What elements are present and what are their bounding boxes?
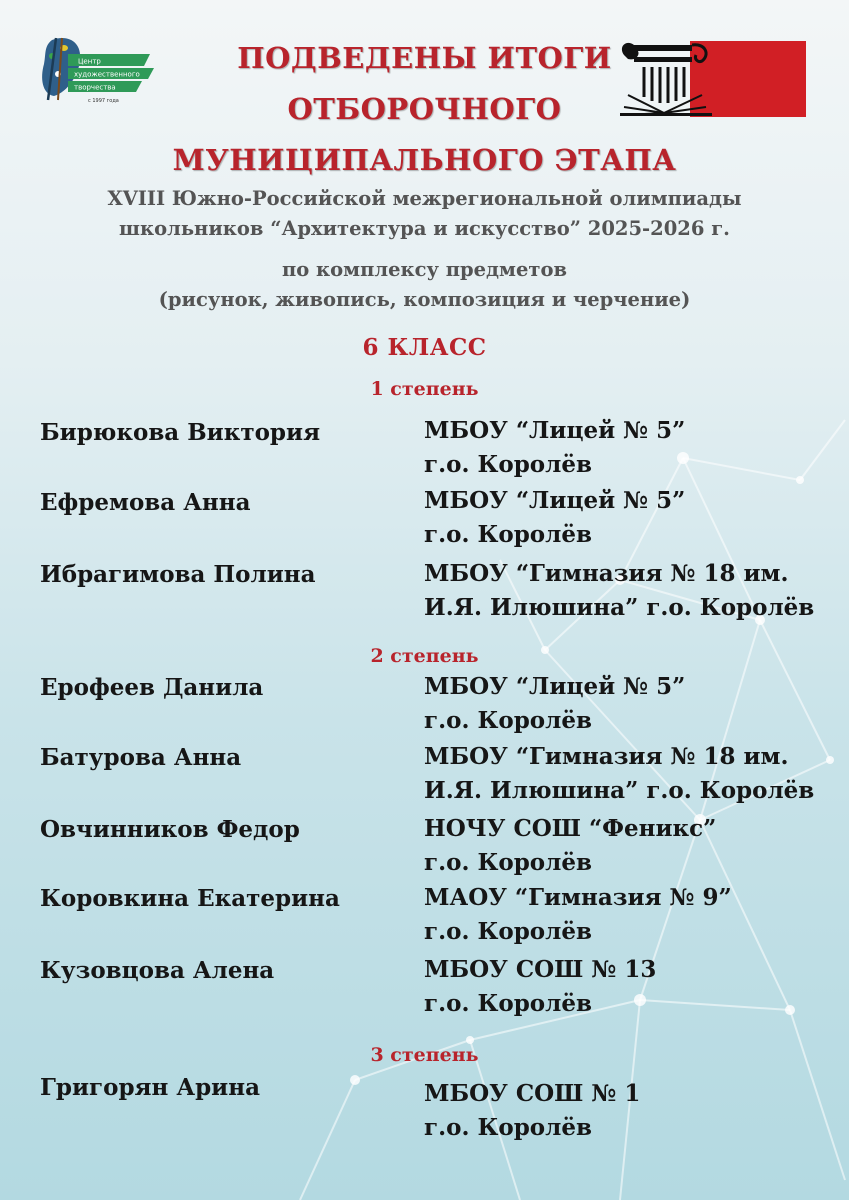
subtitle-line-2: школьников “Архитектура и искусство” 2025-2026 г. [119, 217, 730, 240]
participant-school [424, 740, 844, 808]
participant-school [424, 1077, 844, 1145]
school-line-2: г.о. Королёв [424, 1114, 592, 1141]
degree-2-heading: 2 степень [370, 645, 479, 667]
school-line-2: г.о. Королёв [424, 918, 592, 945]
school-line-2: г.о. Королёв [424, 707, 592, 734]
subtitle-olympiad [20, 184, 829, 244]
subtitle-line-1: XVIII Южно-Российской межрегиональной олимпиады [107, 187, 742, 210]
school-line-1: МБОУ СОШ № 13 [424, 956, 657, 983]
school-line-2: г.о. Королёв [424, 990, 592, 1017]
logo-text-center: Центр [78, 57, 101, 66]
participant-name: Кузовцова Алена [40, 957, 275, 984]
school-line-2: г.о. Королёв [424, 849, 592, 876]
subtitle-subjects [20, 255, 829, 315]
logo-text-since: с 1997 года [88, 98, 119, 104]
class-heading: 6 КЛАСС [362, 334, 487, 361]
school-line-1: МБОУ “Лицей № 5” [424, 487, 686, 514]
school-line-1: МБОУ “Лицей № 5” [424, 673, 686, 700]
participant-name: Ерофеев Данила [40, 674, 264, 701]
school-line-1: МБОУ СОШ № 1 [424, 1080, 641, 1107]
participant-name: Батурова Анна [40, 744, 242, 771]
degree-1-heading: 1 степень [370, 378, 479, 400]
school-line-2: г.о. Королёв [424, 521, 592, 548]
participant-school [424, 414, 844, 482]
school-line-2: И.Я. Илюшина” г.о. Королёв [424, 594, 815, 621]
logo-text-creativity: творчества [74, 83, 116, 92]
participant-school [424, 812, 844, 880]
page-title [120, 33, 729, 186]
school-line-1: НОЧУ СОШ “Феникс” [424, 815, 717, 842]
participant-name: Овчинников Федор [40, 816, 300, 843]
degree-3-heading: 3 степень [370, 1044, 479, 1066]
school-line-2: г.о. Королёв [424, 451, 592, 478]
subtitle-line-4: (рисунок, живопись, композиция и черчение) [158, 288, 691, 311]
participant-name: Коровкина Екатерина [40, 885, 340, 912]
participant-school [424, 881, 844, 949]
school-line-1: МБОУ “Гимназия № 18 им. [424, 743, 789, 770]
participant-name: Григорян Арина [40, 1074, 260, 1101]
participant-school [424, 484, 844, 552]
title-line-3: МУНИЦИПАЛЬНОГО ЭТАПА [172, 143, 677, 177]
participant-name: Ибрагимова Полина [40, 561, 316, 588]
participant-school [424, 557, 844, 625]
school-line-1: МБОУ “Гимназия № 18 им. [424, 560, 789, 587]
participant-school [424, 953, 844, 1021]
school-line-1: МАОУ “Гимназия № 9” [424, 884, 732, 911]
title-line-2: ОТБОРОЧНОГО [287, 92, 562, 126]
participant-name: Бирюкова Виктория [40, 419, 321, 446]
subtitle-line-3: по комплексу предметов [281, 258, 568, 281]
logo-text-art: художественного [74, 70, 140, 79]
participant-name: Ефремова Анна [40, 489, 251, 516]
school-line-1: МБОУ “Лицей № 5” [424, 417, 686, 444]
title-line-1: ПОДВЕДЕНЫ ИТОГИ [237, 41, 612, 75]
participant-school [424, 670, 844, 738]
school-line-2: И.Я. Илюшина” г.о. Королёв [424, 777, 815, 804]
